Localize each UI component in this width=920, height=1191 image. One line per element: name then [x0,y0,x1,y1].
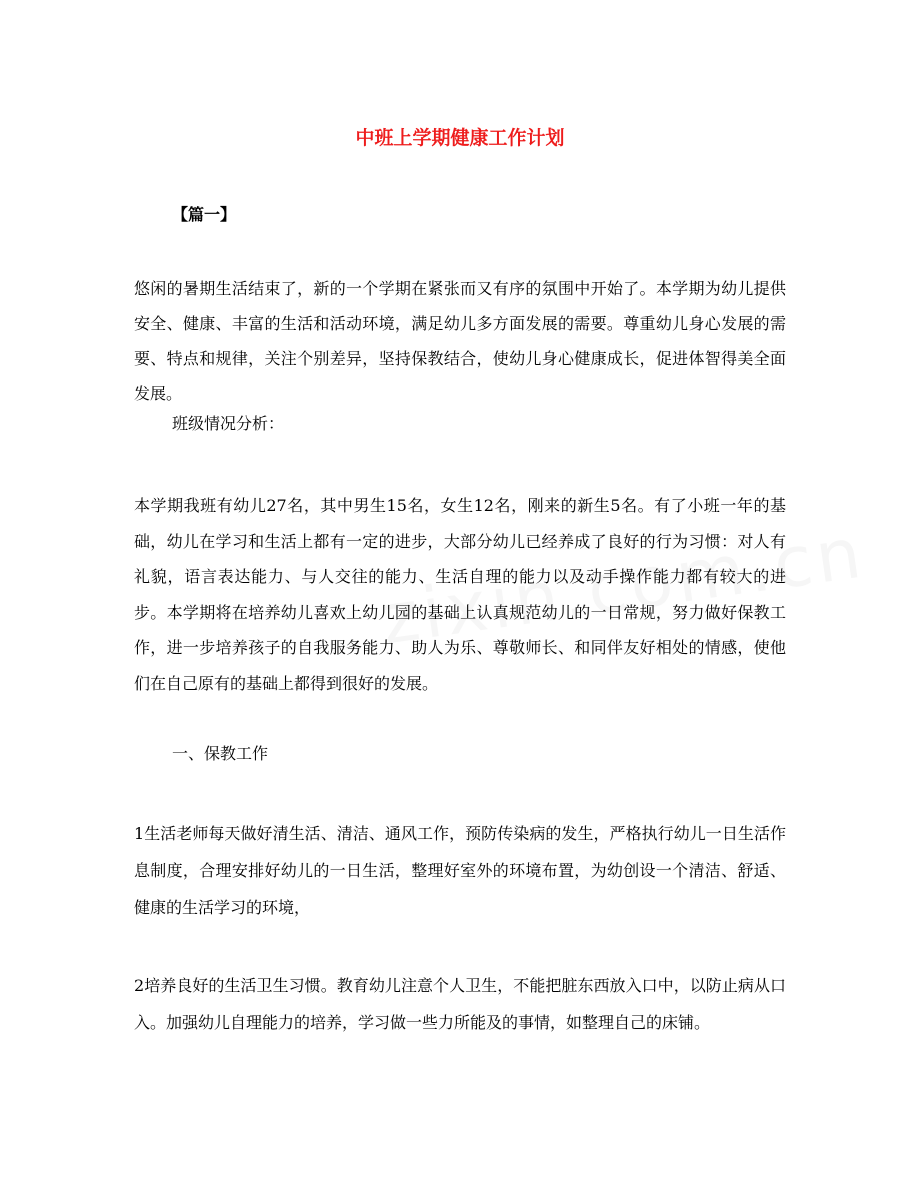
document-title: 中班上学期健康工作计划 [355,127,565,149]
care-item-1: 1生活老师每天做好清生活、清洁、通风工作，预防传染病的发生，严格执行幼儿一日生活作息制度，合理安排好幼儿的一日生活，整理好室外的环境布置，为幼创设一个清洁、舒适、健康的生活学习的环境， [134,824,786,917]
section-label: 【篇一】 [172,205,237,224]
class-analysis-heading: 班级情况分析： [172,414,285,433]
class-analysis-paragraph: 本学期我班有幼儿27名，其中男生15名，女生12名，刚来的新生5名。有了小班一年的基础，幼儿在学习和生活上都有一定的进步，大部分幼儿已经养成了良好的行为习惯：对人有礼貌，语言表达能力、与人交往的能力、生活自理的能力以及动手操作能力都有较大的进步。本学期将在培养幼儿喜欢上幼儿园的基础上认真规范幼儿的一日常规，努力做好保教工作，进一步培养孩子的自我服务能力、助人为乐、尊敬师长、和同伴友好相处的情感，使他们在自己原有的基础上都得到很好的发展。 [134,496,786,693]
care-item-2: 2培养良好的生活卫生习惯。教育幼儿注意个人卫生，不能把脏东西放入口中，以防止病从口入。加强幼儿自理能力的培养，学习做一些力所能及的事情，如整理自己的床铺。 [134,976,786,1032]
intro-paragraph: 悠闲的暑期生活结束了，新的一个学期在紧张而又有序的氛围中开始了。本学期为幼儿提供安全、健康、丰富的生活和活动环境，满足幼儿多方面发展的需要。尊重幼儿身心发展的需要、特点和规律，关注个别差异，坚持保教结合，使幼儿身心健康成长，促进体智得美全面发展。 [134,279,786,403]
care-work-heading: 一、保教工作 [172,744,269,763]
